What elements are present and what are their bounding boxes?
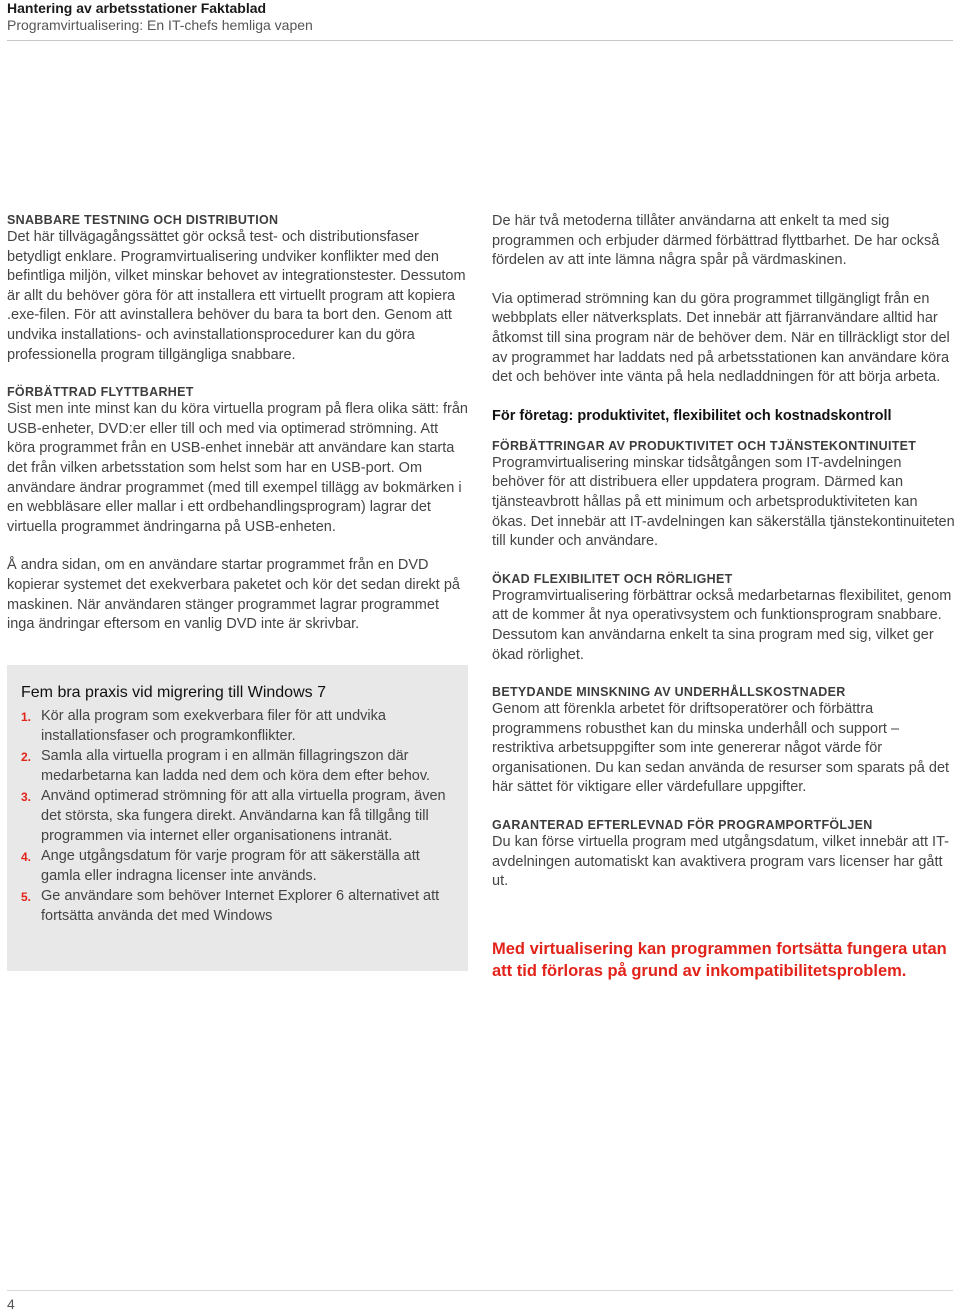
callout-list: [21, 707, 451, 928]
business-heading: För företag: produktivitet, flexibilitet och kostnadskontroll: [492, 407, 892, 424]
list-item: [21, 707, 451, 746]
section-heading-portability: FÖRBÄTTRAD FLYTTBARHET: [7, 385, 194, 400]
list-number: 3.: [21, 790, 32, 805]
document-title: Hantering av arbetsstationer Faktablad: [7, 0, 267, 16]
paragraph-portability-methods: De här två metoderna tillåter användarna att enkelt ta med sig programmen och erbjuder därmed förbättrad flyttbarhet. De har också fördelen av att inte lämna några spår på värdmaskinen.: [492, 213, 940, 269]
section-body-portability: Sist men inte minst kan du köra virtuella program på flera olika sätt: från USB-enheter, DVD:er eller till och med via optimerad strömning. Att köra programmet från en USB-enhet innebär att användare kan starta det från vilken arbetsstation som helst som har en USB-port. Om användare ändrar programmet (med till exempel tillägg av bokmärken i en webbläsare eller mallar i ett ordbehandlingsprogram) lagrar det virtuella programmet ändringarna på USB-enheten.: [7, 401, 468, 535]
list-item: [21, 847, 451, 886]
document-header: [7, 0, 953, 34]
list-number: 2.: [21, 750, 32, 765]
section-heading-maintenance: BETYDANDE MINSKNING AV UNDERHÅLLSKOSTNADER: [492, 685, 846, 700]
list-number: 5.: [21, 890, 32, 905]
list-number: 1.: [21, 710, 32, 724]
list-text: Ge användare som behöver Internet Explorer 6 alternativet att fortsätta använda det med Windows: [41, 888, 440, 924]
section-body-flexibility: Programvirtualisering förbättrar också medarbetarnas flexibilitet, genom att de kommer åt nya operativsystem och funktionsprogram snabbare. Dessutom kan användarna enkelt ta sina program med sig, vilket ger ökad rörlighet.: [492, 587, 952, 663]
section-body-maintenance: Genom att förenkla arbetet för driftsoperatörer och förbättra programmens robusthet kan du minska underhåll och support – restriktiva arbetsuppgifter som inte genererar något värde för organisationen. Du kan sedan använda de resurser som sparats på det här sättet för viktigare eller värdefullare uppgifter.: [492, 701, 950, 796]
left-column: [7, 212, 469, 635]
callout-title: Fem bra praxis vid migrering till Windows 7: [21, 684, 326, 701]
list-item: [21, 747, 451, 786]
paragraph-streaming: Via optimerad strömning kan du göra programmet tillgängligt från en webbplats eller nätverksplats. Det innebär att fjärranvändare alltid har åtkomst till sina program när de behöver dem. När en tillräckligt stor del av programmet har laddats ned på arbetsstationen kan användare köra det och behöver inte vänta på hela nedladdningen för att börja arbeta.: [492, 290, 950, 386]
header-divider: [7, 40, 953, 41]
section-heading-testing: SNABBARE TESTNING OCH DISTRIBUTION: [7, 213, 279, 227]
section-body-dvd: Å andra sidan, om en användare startar programmet från en DVD kopierar systemet det exekverbara paketet och kör det sedan direkt på maskinen. När användaren stänger programmet lagrar programmet inga ändringar eftersom en vanlig DVD inte är skrivbar.: [7, 557, 460, 633]
document-subtitle: Programvirtualisering: En IT-chefs hemliga vapen: [7, 17, 313, 33]
section-heading-productivity: FÖRBÄTTRINGAR AV PRODUKTIVITET OCH TJÄNSTEKONTINUITET: [492, 438, 917, 453]
footer-divider: [7, 1290, 953, 1291]
list-text: Kör alla program som exekverbara filer för att undvika installationsfaser och programkonflikter.: [41, 708, 386, 744]
section-heading-compliance: GARANTERAD EFTERLEVNAD FÖR PROGRAMPORTFÖLJEN: [492, 818, 873, 833]
page-number: 4: [7, 1296, 15, 1312]
list-text: Använd optimerad strömning för att alla virtuella program, även det största, ska fungera direkt. Användarna kan få tillgång till programmen via internet eller organisationens intranät.: [41, 788, 446, 844]
section-body-productivity: Programvirtualisering minskar tidsåtgången som IT-avdelningen behöver för att distribuera eller uppdatera program. Därmed kan tjänsteavbrott hållas på ett minimum och arbetsproduktiviteten kan ökas. Det innebär att IT-avdelningen kan säkerställa tjänstekontinuiteten till kunder och användare.: [492, 454, 955, 550]
best-practices-callout: [7, 665, 468, 971]
list-item: [21, 887, 451, 926]
right-column: [492, 212, 955, 982]
list-number: 4.: [21, 850, 32, 865]
section-body-compliance: Du kan förse virtuella program med utgångsdatum, vilket innebär att IT-avdelningen automatiskt kan avaktivera program vars licenser har gått ut.: [492, 834, 949, 890]
list-text: Ange utgångsdatum för varje program för att säkerställa att gamla eller indragna licenser inte används.: [41, 848, 420, 884]
list-item: [21, 787, 451, 846]
section-heading-flexibility: ÖKAD FLEXIBILITET OCH RÖRLIGHET: [492, 571, 733, 586]
section-body-testing: Det här tillvägagångssättet gör också test- och distributionsfaser betydligt enklare. Programvirtualisering undviker konflikter med den befintliga miljön, vilket minskar behovet av integrationstester. Dessutom är allt du behöver göra för att installera ett virtuellt program att kopiera .exe-filen. För att avinstallera behöver du bara ta bort den. Genom att undvika installations- och avinstallationsprocedurer kan du göra professionella program tillgängliga snabbare.: [7, 229, 466, 363]
list-text: Samla alla virtuella program i en allmän fillagringszon där medarbetarna kan ladda ned dem och köra dem efter behov.: [41, 748, 431, 784]
pull-quote: Med virtualisering kan programmen fortsätta fungera utan att tid förloras på grund av inkompatibilitetsproblem.: [492, 939, 947, 980]
